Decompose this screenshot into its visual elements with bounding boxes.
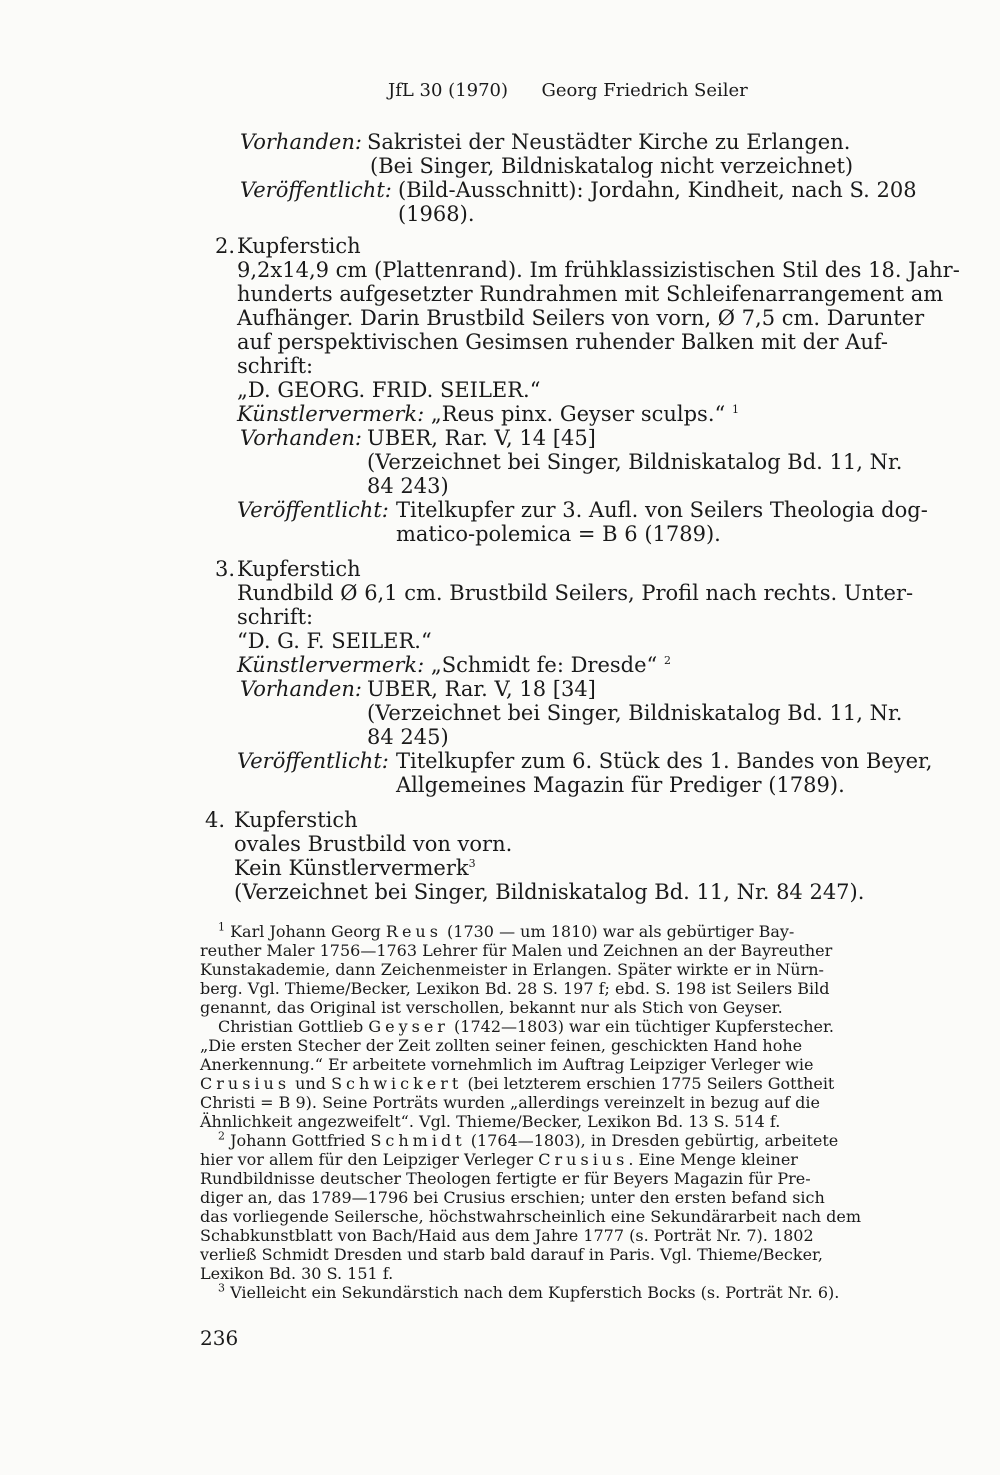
footnote-ref: 3 xyxy=(468,857,476,870)
footnote-line: Schabkunstblatt von Bach/Haid aus dem Jahre 1777 (s. Porträt Nr. 7). 1802 xyxy=(200,1226,814,1245)
footnote-text: (bei letzterem erschien 1775 Seilers Gottheit xyxy=(467,1074,835,1093)
footnote-line: berg. Vgl. Thieme/Becker, Lexikon Bd. 28 S. 197 f; ebd. S. 198 ist Seilers Bild xyxy=(200,979,830,998)
journal-ref: JfL 30 (1970) xyxy=(388,80,509,101)
footnote-line: Anerkennung.“ Er arbeitete vornehmlich im Auftrag Leipziger Verleger wie xyxy=(200,1055,814,1074)
page-number: 236 xyxy=(200,1326,239,1350)
footnote-1 xyxy=(218,922,794,941)
footnote-line: verließ Schmidt Dresden und starb bald darauf in Paris. Vgl. Thieme/Becker, xyxy=(200,1245,824,1264)
footnote-text: (1742—1803) war ein tüchtiger Kupferstecher. xyxy=(454,1017,834,1036)
kuenstlervermerk xyxy=(237,653,671,677)
footnote-line: das vorliegende Seilersche, höchstwahrscheinlich eine Sekundärarbeit nach dem xyxy=(200,1207,862,1226)
footnote-text: Karl Johann Georg xyxy=(230,922,381,941)
veroeffentlicht-text: Allgemeines Magazin für Prediger (1789). xyxy=(396,773,845,797)
entry-title: Kupferstich xyxy=(237,557,361,581)
vorhanden-text: 84 245) xyxy=(367,725,449,749)
footnote-line: Ähnlichkeit angezweifelt“. Vgl. Thieme/Becker, Lexikon Bd. 13 S. 514 f. xyxy=(200,1112,781,1131)
footnote-text: (1764—1803), in Dresden gebürtig, arbeitete xyxy=(470,1131,839,1150)
footnote-line: reuther Maler 1756—1763 Lehrer für Malen und Zeichnen an der Bayreuther xyxy=(200,941,833,960)
kuenstlervermerk-text: „Schmidt fe: Dresde“ xyxy=(430,653,658,677)
vorhanden-label: Vorhanden: xyxy=(240,130,362,154)
footnote-name: Crusius xyxy=(538,1150,629,1169)
vorhanden-text: UBER, Rar. V, 18 [34] xyxy=(367,677,596,701)
footnote-text: und xyxy=(295,1074,326,1093)
entry-text-line: schrift: xyxy=(237,605,314,629)
entry-text-line: auf perspektivischen Gesimsen ruhender Balken mit der Auf- xyxy=(237,330,888,354)
footnote-line: Christi = B 9). Seine Porträts wurden „allerdings vereinzelt in bezug auf die xyxy=(200,1093,820,1112)
entry-title: Kupferstich xyxy=(237,234,361,258)
vorhanden-text: Sakristei der Neustädter Kirche zu Erlangen. xyxy=(367,130,851,154)
kuenstlervermerk-text: „Reus pinx. Geyser sculps.“ xyxy=(430,402,726,426)
kuenstlervermerk-label: Künstlervermerk: xyxy=(237,402,425,426)
footnote-text: . Eine Menge kleiner xyxy=(628,1150,798,1169)
entry-text-line xyxy=(234,856,476,880)
footnote-3 xyxy=(218,1283,839,1302)
footnote-marker: 2 xyxy=(218,1129,225,1143)
footnote-name: Schwickert xyxy=(331,1074,463,1093)
footnote-line: Rundbildnisse deutscher Theologen fertigte er für Beyers Magazin für Pre- xyxy=(200,1169,811,1188)
footnote-text: Christian Gottlieb xyxy=(218,1017,364,1036)
entry-text-line: (Verzeichnet bei Singer, Bildniskatalog Bd. 11, Nr. 84 247). xyxy=(234,880,865,904)
footnote-line xyxy=(218,1017,834,1036)
kuenstlervermerk xyxy=(237,402,739,426)
footnote-name: Reus xyxy=(385,922,442,941)
entry-text-line: Aufhänger. Darin Brustbild Seilers von vorn, Ø 7,5 cm. Darunter xyxy=(237,306,925,330)
footnote-2 xyxy=(218,1131,838,1150)
entry-number: 3. xyxy=(215,557,236,581)
entry-text: Kein Künstlervermerk xyxy=(234,856,469,880)
entry-text-line: hunderts aufgesetzter Rundrahmen mit Schleifenarrangement am xyxy=(237,282,944,306)
vorhanden-text: (Bei Singer, Bildniskatalog nicht verzeichnet) xyxy=(370,154,854,178)
inscription: „D. GEORG. FRID. SEILER.“ xyxy=(237,378,541,402)
vorhanden-text: (Verzeichnet bei Singer, Bildniskatalog Bd. 11, Nr. xyxy=(367,450,903,474)
footnote-line: genannt, das Original ist verschollen, bekannt nur als Stich von Geyser. xyxy=(200,998,783,1017)
entry-text-line: ovales Brustbild von vorn. xyxy=(234,832,513,856)
veroeffentlicht-label: Veröffentlicht: xyxy=(237,749,389,773)
vorhanden-text: (Verzeichnet bei Singer, Bildniskatalog Bd. 11, Nr. xyxy=(367,701,903,725)
footnote-line xyxy=(200,1074,834,1093)
footnote-name: Schmidt xyxy=(370,1131,466,1150)
veroeffentlicht-text: (1968). xyxy=(398,202,475,226)
veroeffentlicht-text: Titelkupfer zur 3. Aufl. von Seilers Theologia dog- xyxy=(396,498,928,522)
footnote-text: Johann Gottfried xyxy=(230,1131,366,1150)
footnote-ref: 2 xyxy=(663,654,671,667)
running-header xyxy=(388,79,748,103)
vorhanden-text: UBER, Rar. V, 14 [45] xyxy=(367,426,596,450)
vorhanden-label: Vorhanden: xyxy=(240,677,362,701)
entry-number: 4. xyxy=(205,808,226,832)
footnote-line: Lexikon Bd. 30 S. 151 f. xyxy=(200,1264,394,1283)
vorhanden-text: 84 243) xyxy=(367,474,449,498)
entry-title: Kupferstich xyxy=(234,808,358,832)
entry-text-line: Rundbild Ø 6,1 cm. Brustbild Seilers, Profil nach rechts. Unter- xyxy=(237,581,914,605)
footnote-line: Kunstakademie, dann Zeichenmeister in Erlangen. Später wirkte er in Nürn- xyxy=(200,960,824,979)
entry-number: 2. xyxy=(215,234,236,258)
inscription: “D. G. F. SEILER.“ xyxy=(237,629,432,653)
footnote-name: Crusius xyxy=(200,1074,291,1093)
footnote-marker: 1 xyxy=(218,920,225,934)
entry-text-line: 9,2x14,9 cm (Plattenrand). Im frühklassizistischen Stil des 18. Jahr- xyxy=(237,258,960,282)
footnote-text: Vielleicht ein Sekundärstich nach dem Kupferstich Bocks (s. Porträt Nr. 6). xyxy=(230,1283,840,1302)
footnote-line: „Die ersten Stecher der Zeit zollten seiner feinen, geschickten Hand hohe xyxy=(200,1036,803,1055)
veroeffentlicht-text: (Bild-Ausschnitt): Jordahn, Kindheit, nach S. 208 xyxy=(398,178,917,202)
entry-text-line: schrift: xyxy=(237,354,314,378)
veroeffentlicht-label: Veröffentlicht: xyxy=(240,178,392,202)
footnote-line xyxy=(200,1150,798,1169)
footnote-text: hier vor allem für den Leipziger Verleger xyxy=(200,1150,534,1169)
footnote-text: (1730 — um 1810) war als gebürtiger Bay- xyxy=(447,922,795,941)
footnote-ref: 1 xyxy=(731,403,739,416)
veroeffentlicht-text: matico-polemica = B 6 (1789). xyxy=(396,522,721,546)
kuenstlervermerk-label: Künstlervermerk: xyxy=(237,653,425,677)
footnote-marker: 3 xyxy=(218,1281,225,1295)
footnote-name: Geyser xyxy=(368,1017,449,1036)
veroeffentlicht-text: Titelkupfer zum 6. Stück des 1. Bandes von Beyer, xyxy=(396,749,933,773)
vorhanden-label: Vorhanden: xyxy=(240,426,362,450)
veroeffentlicht-label: Veröffentlicht: xyxy=(237,498,389,522)
header-title: Georg Friedrich Seiler xyxy=(541,80,748,101)
footnote-line: diger an, das 1789—1796 bei Crusius erschien; unter den ersten befand sich xyxy=(200,1188,825,1207)
